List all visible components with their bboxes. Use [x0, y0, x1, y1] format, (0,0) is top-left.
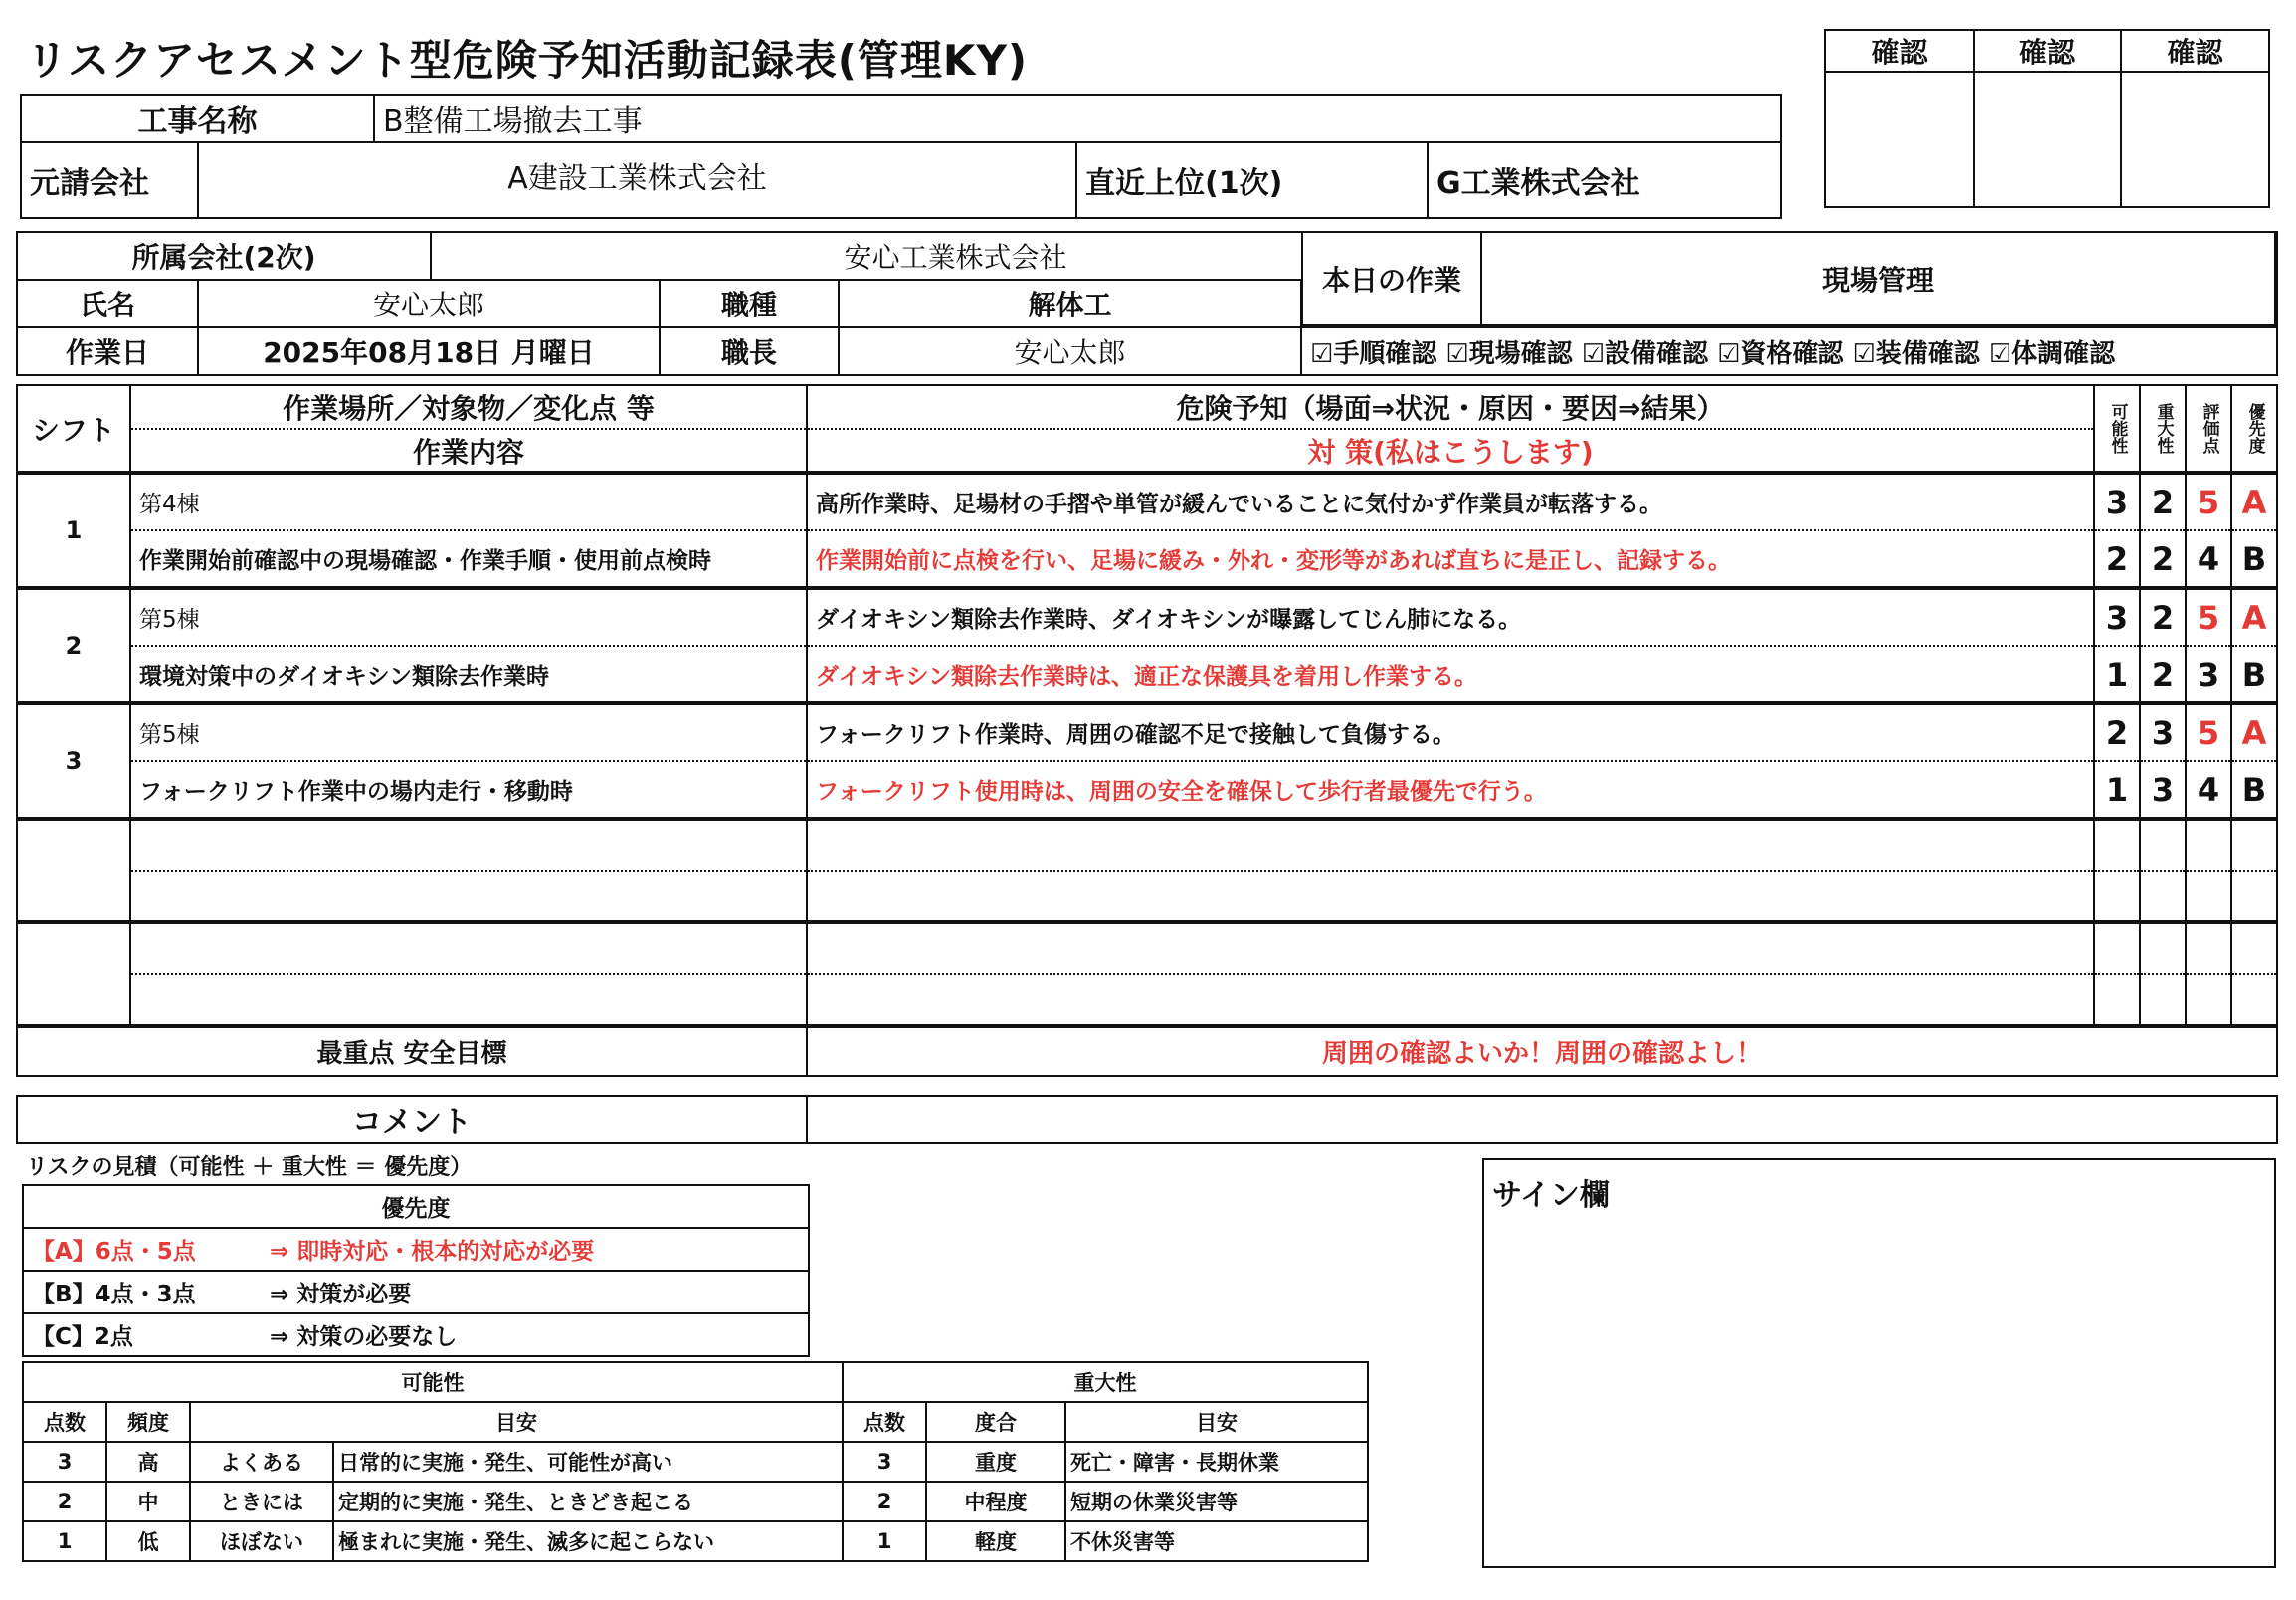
severity-score[interactable]: 2	[2140, 588, 2186, 646]
hazard-text[interactable]	[807, 922, 2094, 974]
degree-header: 度合	[926, 1402, 1065, 1442]
safety-goal-label: 最重点 安全目標	[17, 1026, 807, 1076]
hazard-header: 危険予知（場面⇒状況・原因・要因⇒結果）	[807, 385, 2094, 429]
evaluation-score[interactable]: 4	[2186, 761, 2231, 819]
priority-grade[interactable]: A	[2231, 703, 2277, 761]
shift-number: 3	[17, 703, 130, 819]
hazard-text[interactable]: ダイオキシン類除去作業時、ダイオキシンが曝露してじん肺になる。	[807, 588, 2094, 646]
prob-points: 3	[23, 1442, 106, 1482]
job-type-value[interactable]: 解体工	[839, 280, 1301, 327]
probability-score[interactable]: 3	[2094, 588, 2140, 646]
project-name-label: 工事名称	[21, 95, 374, 142]
scales-table	[22, 1361, 1369, 1562]
name-label: 氏名	[17, 280, 198, 327]
prob-frequency: 中	[106, 1482, 190, 1521]
work-place[interactable]: 第5棟	[130, 703, 807, 761]
priority-grade[interactable]: A	[2231, 473, 2277, 530]
evaluation-score[interactable]: 5	[2186, 703, 2231, 761]
today-work-value[interactable]: 現場管理	[1821, 264, 1934, 297]
work-content[interactable]	[130, 974, 807, 1026]
evaluation-score[interactable]	[2186, 922, 2231, 974]
signature-label: サイン欄	[1492, 1178, 1610, 1213]
foreman-label: 職長	[660, 327, 839, 375]
sev-points: 2	[843, 1482, 926, 1521]
priority-grade[interactable]	[2231, 871, 2277, 922]
priority-grade[interactable]	[2231, 922, 2277, 974]
place-header: 作業場所／対象物／変化点 等	[130, 385, 807, 429]
probability-score[interactable]	[2094, 922, 2140, 974]
approval-stamp-2[interactable]	[1974, 72, 2121, 207]
measure-text[interactable]	[807, 974, 2094, 1026]
sev-description: 不休災害等	[1065, 1521, 1368, 1561]
severity-score[interactable]: 3	[2140, 761, 2186, 819]
priority-grade[interactable]: B	[2231, 530, 2277, 588]
risk-caption: リスクの見積（可能性 ＋ 重大性 ＝ 優先度）	[26, 1155, 473, 1180]
approval-boxes	[1824, 29, 2270, 208]
severity-score[interactable]	[2140, 819, 2186, 871]
shift-number: 2	[17, 588, 130, 703]
prob-frequency: 低	[106, 1521, 190, 1561]
probability-scale-header: 可能性	[23, 1362, 843, 1402]
priority-grade[interactable]: B	[2231, 761, 2277, 819]
priority-grade[interactable]: A	[2231, 588, 2277, 646]
comment-field[interactable]	[807, 1096, 2277, 1143]
work-place[interactable]	[130, 922, 807, 974]
probability-score[interactable]: 3	[2094, 473, 2140, 530]
prob-description: 日常的に実施・発生、可能性が高い	[333, 1442, 843, 1482]
priority-grade[interactable]	[2231, 819, 2277, 871]
prime-contractor-label: 元請会社	[21, 142, 198, 218]
approval-stamp-3[interactable]	[2121, 72, 2269, 207]
shift-header: シフト	[17, 385, 130, 473]
evaluation-score[interactable]	[2186, 871, 2231, 922]
measure-text[interactable]: 作業開始前に点検を行い、足場に緩み・外れ・変形等があれば直ちに是正し、記録する。	[807, 530, 2094, 588]
probability-score[interactable]: 1	[2094, 646, 2140, 703]
priority-grade[interactable]: B	[2231, 646, 2277, 703]
prob-frequency: 高	[106, 1442, 190, 1482]
prob-description: 極まれに実施・発生、滅多に起こらない	[333, 1521, 843, 1561]
guide-header: 目安	[190, 1402, 843, 1442]
severity-score[interactable]	[2140, 922, 2186, 974]
hazard-text[interactable]: 高所作業時、足場材の手摺や単管が緩んでいることに気付かず作業員が転落する。	[807, 473, 2094, 530]
upper-contractor-value[interactable]: G工業株式会社	[1428, 142, 1781, 218]
prob-word: よくある	[190, 1442, 333, 1482]
prob-word: ほぼない	[190, 1521, 333, 1561]
sev-degree: 重度	[926, 1442, 1065, 1482]
severity-score[interactable]: 2	[2140, 473, 2186, 530]
priority-grade[interactable]	[2231, 974, 2277, 1026]
shift-number[interactable]	[17, 922, 130, 1026]
today-work-label: 本日の作業	[1303, 233, 1482, 324]
approval-stamp-1[interactable]	[1825, 72, 1974, 207]
comment-label: コメント	[17, 1096, 807, 1143]
severity-score[interactable]: 2	[2140, 646, 2186, 703]
frequency-header: 頻度	[106, 1402, 190, 1442]
points-header: 点数	[843, 1402, 926, 1442]
prime-contractor-value[interactable]: A建設工業株式会社	[198, 142, 1076, 218]
page-title: リスクアセスメント型危険予知活動記録表(管理KY)	[26, 36, 1029, 85]
severity-score[interactable]: 2	[2140, 530, 2186, 588]
evaluation-score[interactable]: 5	[2186, 588, 2231, 646]
work-place[interactable]	[130, 819, 807, 871]
project-name-value[interactable]: B整備工場撤去工事	[374, 95, 1781, 142]
sev-description: 短期の休業災害等	[1065, 1482, 1368, 1521]
evaluation-score[interactable]: 4	[2186, 530, 2231, 588]
severity-scale-header: 重大性	[843, 1362, 1368, 1402]
safety-goal-value[interactable]: 周囲の確認よいか！周囲の確認よし！	[807, 1026, 2277, 1076]
sev-points: 1	[843, 1521, 926, 1561]
job-type-label: 職種	[660, 280, 839, 327]
check-items[interactable]: ☑手順確認 ☑現場確認 ☑設備確認 ☑資格確認 ☑装備確認 ☑体調確認	[1301, 327, 2277, 375]
ky-table	[16, 384, 2278, 1077]
company-label: 所属会社(2次)	[17, 232, 431, 280]
sev-points: 3	[843, 1442, 926, 1482]
sev-description: 死亡・障害・長期休業	[1065, 1442, 1368, 1482]
today-work-box	[1301, 231, 2276, 326]
priority-legend	[22, 1184, 810, 1357]
priority-action-b: ⇒ 対策が必要	[262, 1271, 809, 1313]
evaluation-score[interactable]	[2186, 819, 2231, 871]
evaluation-score[interactable]: 3	[2186, 646, 2231, 703]
priority-grade-c: 【C】2点	[23, 1313, 262, 1356]
probability-score[interactable]	[2094, 819, 2140, 871]
priority-header: 優先度	[2231, 385, 2277, 473]
guide-header: 目安	[1065, 1402, 1368, 1442]
work-content[interactable]: フォークリフト作業中の場内走行・移動時	[130, 761, 807, 819]
evaluation-score[interactable]	[2186, 974, 2231, 1026]
hazard-text[interactable]: フォークリフト作業時、周囲の確認不足で接触して負傷する。	[807, 703, 2094, 761]
severity-score[interactable]	[2140, 974, 2186, 1026]
points-header: 点数	[23, 1402, 106, 1442]
name-value[interactable]: 安心太郎	[198, 280, 660, 327]
probability-score[interactable]: 2	[2094, 530, 2140, 588]
prob-description: 定期的に実施・発生、ときどき起こる	[333, 1482, 843, 1521]
priority-grade-a: 【A】6点・5点	[23, 1228, 262, 1271]
measure-text[interactable]: ダイオキシン類除去作業時は、適正な保護具を着用し作業する。	[807, 646, 2094, 703]
work-content[interactable]: 環境対策中のダイオキシン類除去作業時	[130, 646, 807, 703]
priority-action-a: ⇒ 即時対応・根本的対応が必要	[262, 1228, 809, 1271]
measure-header: 対 策(私はこうします)	[807, 429, 2094, 473]
content-header: 作業内容	[130, 429, 807, 473]
approval-label-2: 確認	[1974, 30, 2121, 72]
severity-score[interactable]	[2140, 871, 2186, 922]
upper-contractor-label: 直近上位(1次)	[1076, 142, 1428, 218]
shift-number[interactable]	[17, 819, 130, 922]
priority-grade-b: 【B】4点・3点	[23, 1271, 262, 1313]
measure-text[interactable]: フォークリフト使用時は、周囲の安全を確保して歩行者最優先で行う。	[807, 761, 2094, 819]
severity-score[interactable]: 3	[2140, 703, 2186, 761]
comment-table	[16, 1095, 2278, 1144]
foreman-value[interactable]: 安心太郎	[839, 327, 1301, 375]
work-content[interactable]: 作業開始前確認中の現場確認・作業手順・使用前点検時	[130, 530, 807, 588]
evaluation-header: 評価点	[2186, 385, 2231, 473]
shift-number: 1	[17, 473, 130, 588]
severity-header: 重大性	[2140, 385, 2186, 473]
company-value[interactable]: 安心工業株式会社	[431, 232, 1480, 280]
work-place[interactable]: 第4棟	[130, 473, 807, 530]
work-content[interactable]	[130, 871, 807, 922]
signature-box[interactable]	[1482, 1158, 2276, 1568]
measure-text[interactable]	[807, 871, 2094, 922]
work-date-value[interactable]: 2025年08月18日 月曜日	[198, 327, 660, 375]
sev-degree: 中程度	[926, 1482, 1065, 1521]
priority-legend-header: 優先度	[23, 1185, 809, 1228]
probability-score[interactable]	[2094, 871, 2140, 922]
probability-header: 可能性	[2094, 385, 2140, 473]
probability-score[interactable]: 1	[2094, 761, 2140, 819]
sev-degree: 軽度	[926, 1521, 1065, 1561]
evaluation-score[interactable]: 5	[2186, 473, 2231, 530]
prob-word: ときには	[190, 1482, 333, 1521]
project-info-table	[20, 94, 1782, 219]
priority-action-c: ⇒ 対策の必要なし	[262, 1313, 809, 1356]
hazard-text[interactable]	[807, 819, 2094, 871]
approval-label-3: 確認	[2121, 30, 2269, 72]
approval-label-1: 確認	[1825, 30, 1974, 72]
prob-points: 2	[23, 1482, 106, 1521]
work-place[interactable]: 第5棟	[130, 588, 807, 646]
prob-points: 1	[23, 1521, 106, 1561]
work-date-label: 作業日	[17, 327, 198, 375]
probability-score[interactable]	[2094, 974, 2140, 1026]
probability-score[interactable]: 2	[2094, 703, 2140, 761]
